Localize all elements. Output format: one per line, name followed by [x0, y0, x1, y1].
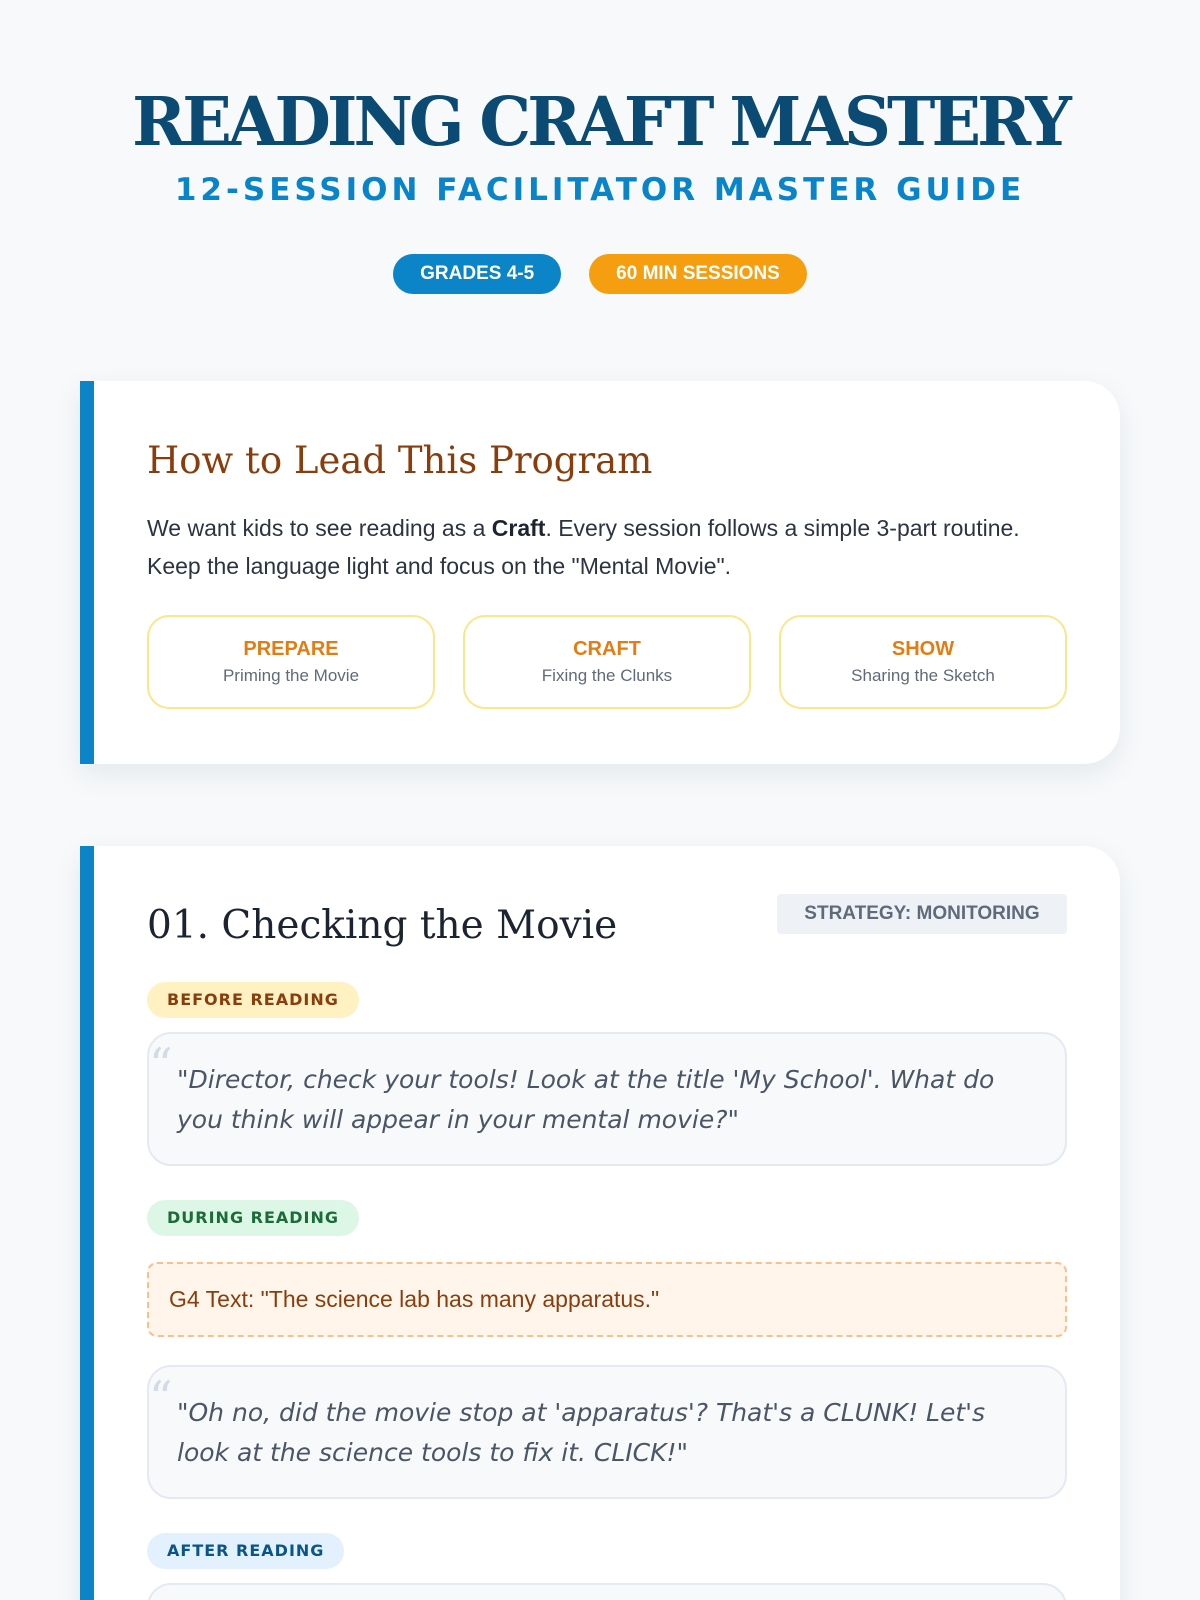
session-header: [147, 900, 1067, 952]
step-show: [779, 615, 1067, 709]
quote-mark-icon: “: [149, 1371, 173, 1425]
step-title: CRAFT: [573, 638, 641, 660]
during-reading-script: [147, 1365, 1067, 1499]
intro-text-end: . Every session follows a simple 3-part routine. Keep the language light and focus on the "Mental Movie".: [147, 515, 1020, 579]
script-text: "Director, check your tools! Look at the title 'My School'. What do you think will appear in your mental movie?": [177, 1065, 995, 1134]
page-subtitle: 12-SESSION FACILITATOR MASTER GUIDE: [174, 172, 1026, 208]
intro-heading: How to Lead This Program: [147, 439, 653, 482]
step-title: PREPARE: [243, 638, 339, 660]
step-subtitle: Fixing the Clunks: [541, 666, 673, 685]
after-reading-script: [147, 1583, 1067, 1600]
script-text: "Oh no, did the movie stop at 'apparatus'? That's a CLUNK! Let's look at the science tools to fix it. CLICK!": [177, 1398, 986, 1467]
grades-badge: GRADES 4-5: [393, 254, 561, 294]
intro-text: [147, 509, 1067, 585]
step-title: SHOW: [891, 638, 955, 660]
after-reading-label: AFTER READING: [147, 1533, 344, 1569]
reading-text-excerpt: G4 Text: "The science lab has many apparatus.": [147, 1262, 1067, 1337]
intro-text-bold: Craft: [491, 515, 546, 541]
session-length-badge: 60 MIN SESSIONS: [589, 254, 807, 294]
quote-mark-icon: “: [149, 1038, 173, 1092]
intro-text-start: We want kids to see reading as a: [147, 515, 492, 541]
before-reading-script: [147, 1032, 1067, 1166]
during-reading-label: DURING READING: [147, 1200, 359, 1236]
strategy-tag: STRATEGY: MONITORING: [777, 894, 1067, 934]
page-header: [0, 0, 1200, 294]
step-craft: [463, 615, 751, 709]
step-subtitle: Priming the Movie: [222, 666, 360, 685]
routine-steps: [147, 615, 1067, 709]
program-intro-card: [80, 381, 1120, 764]
badge-row: [0, 254, 1200, 294]
page-title: READING CRAFT MASTERY: [132, 82, 1068, 161]
step-prepare: [147, 615, 435, 709]
step-subtitle: Sharing the Sketch: [851, 666, 995, 685]
session-card: [80, 846, 1120, 1600]
session-title: 01. Checking the Movie: [147, 903, 618, 948]
before-reading-label: BEFORE READING: [147, 982, 359, 1018]
